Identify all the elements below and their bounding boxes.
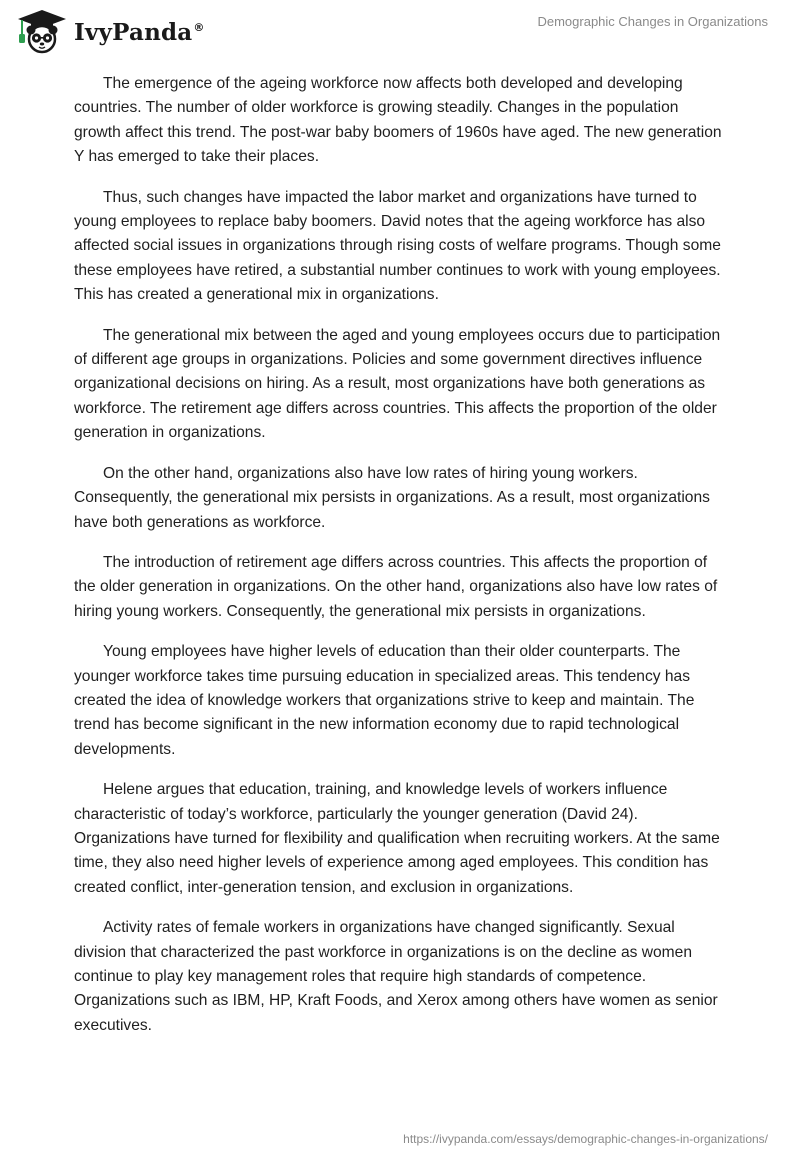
panda-graduate-icon	[14, 8, 70, 56]
brand-name: IvyPanda®	[74, 18, 205, 46]
paragraph-1: The emergence of the ageing workforce now affects both developed and developing countries. The number of older workforce is growing steadily. Changes in the population growth affect this trend. The post-war baby boomers of 1960s have aged. The new generation Y has emerged to take their places.	[74, 75, 722, 166]
paragraph-5: The introduction of retirement age differs across countries. This affects the proportion of the older generation in organizations. On the other hand, organizations also have low rates of hiring young workers. Consequently, the generational mix persists in organizations.	[74, 553, 718, 620]
paragraph-8: Activity rates of female workers in organizations have changed significantly. Sexual division that characterized the past workforce in organizations is on the decline as women continue to play key management roles that require high standards of competence. Organizations such as IBM, HP, Kraft Foods, and Xerox among others have women as senior executives.	[74, 919, 718, 1034]
paragraph-6: Young employees have higher levels of education than their older counterparts. The younger workforce takes time pursuing education in specialized areas. This tendency has created the idea of knowledge workers that organizations strive to keep and maintain. The trend has become significant in the new information economy due to rapid technological developments.	[74, 643, 695, 758]
paragraph-2: Thus, such changes have impacted the labor market and organizations have turned to young employees to replace baby boomers. David notes that the ageing workforce has also affected social issues in organizations through rising costs of welfare programs. Though some these employees have retired, a substantial number continues to work with young employees. This has created a generational mix in organizations.	[74, 188, 721, 304]
brand-logo[interactable]	[14, 8, 205, 56]
paragraph-3: The generational mix between the aged and young employees occurs due to participation of different age groups in organizations. Policies and some government directives influence organizational decisions on hiring. As a result, most organizations have both generations as workforce. The retirement age differs across countries. This affects the proportion of the older generation in organizations.	[74, 326, 721, 442]
paragraph-7: Helene argues that education, training, and knowledge levels of workers influence characteristic of today’s workforce, particularly the younger generation (David 24). Organizations have turned for flexibility and qualification when recruiting workers. At the same time, they also need higher levels of experience among aged employees. This condition has created conflict, inter-generation tension, and exclusion in organizations.	[74, 781, 720, 896]
source-url[interactable]: https://ivypanda.com/essays/demographic-changes-in-organizations/	[403, 1132, 768, 1146]
essay-body	[74, 72, 728, 1054]
registered-mark: ®	[193, 20, 205, 34]
page-header	[0, 0, 800, 64]
document-title: Demographic Changes in Organizations	[537, 14, 768, 29]
paragraph-4: On the other hand, organizations also have low rates of hiring young workers. Consequently, the generational mix persists in organizations. As a result, most organizations have both generations as workforce.	[74, 464, 710, 531]
